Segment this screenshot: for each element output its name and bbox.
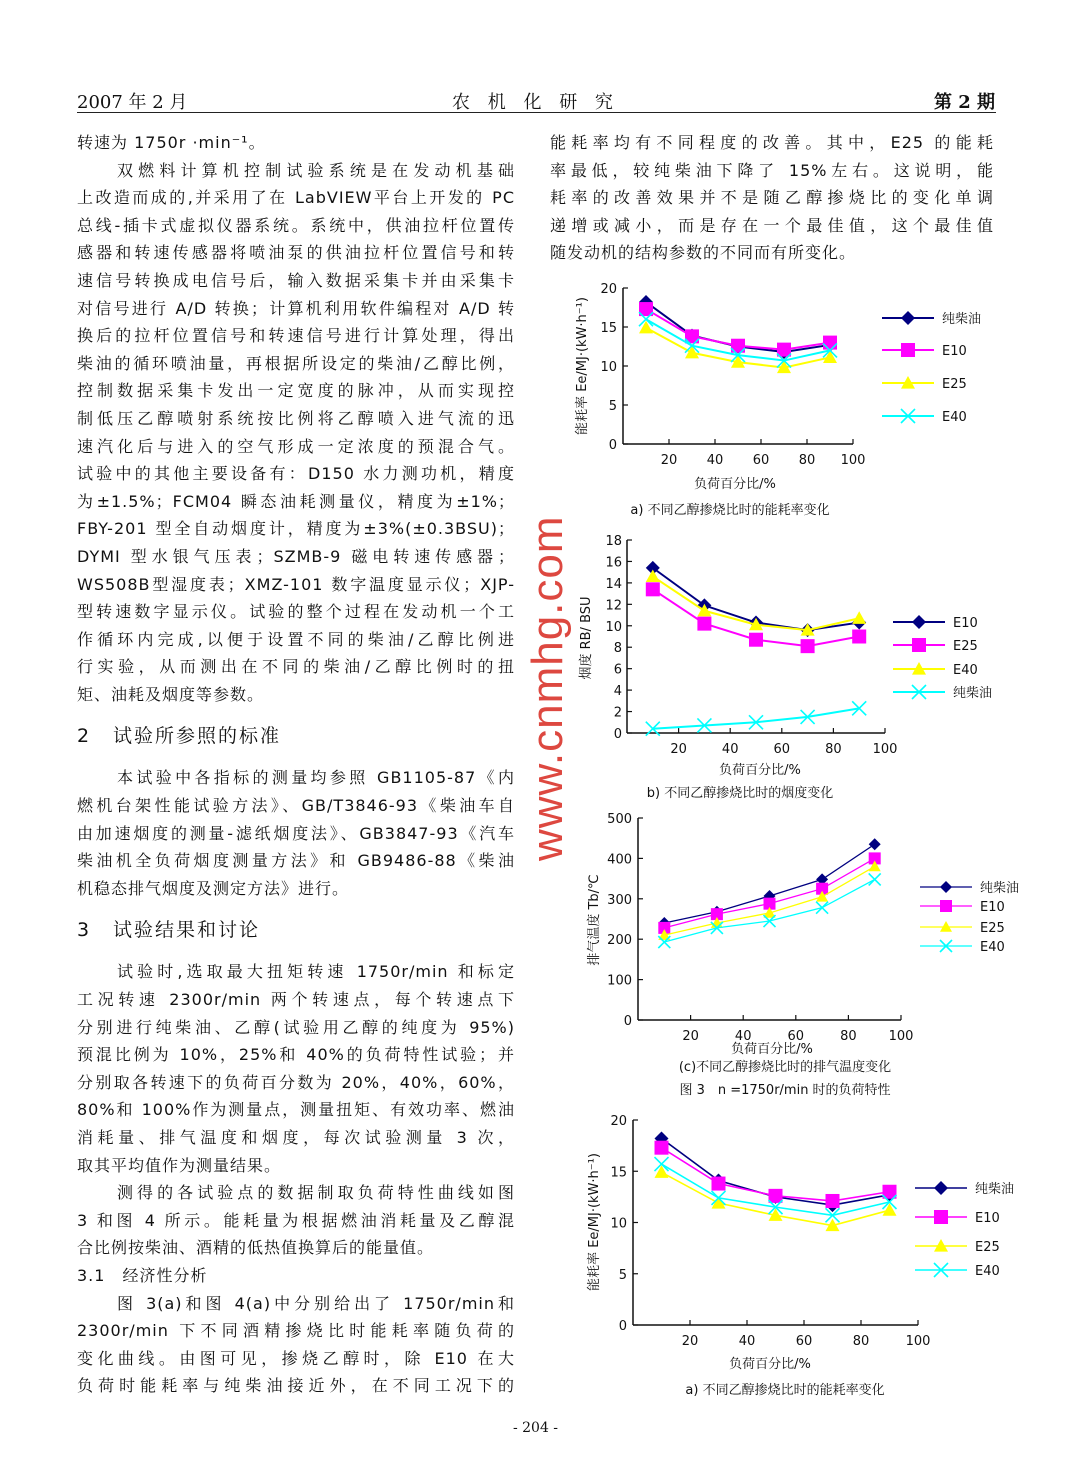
text-line: 总线-插卡式虚拟仪器系统。系统中，供油拉杆位置传	[77, 215, 515, 235]
text-line: 试验时,选取最大扭矩转速 1750r/min 和标定	[117, 962, 515, 982]
page-number: - 204 -	[512, 1420, 559, 1436]
y-tick-label: 0	[608, 438, 617, 453]
watermark: www.cnmhg.com	[523, 515, 572, 861]
diamond-marker	[869, 838, 881, 850]
x-axis-label: 负荷百分比/%	[729, 1357, 811, 1372]
text-line: 试验中的其他主要设备有：D150 水力测功机，精度	[77, 464, 515, 484]
y-tick-label: 15	[610, 1165, 627, 1181]
x-tick-label: 80	[852, 1334, 870, 1349]
y-tick-label: 20	[600, 282, 617, 297]
legend-label: E10	[942, 344, 967, 359]
x-tick-label: 80	[825, 742, 842, 757]
text-line: 矩、油耗及烟度等参数。	[77, 684, 265, 704]
y-axis-label: 烟度 RB/ BSU	[579, 596, 594, 680]
legend-label: 纯柴油	[953, 686, 993, 701]
text-line: 变化曲线。由图可见，掺烧乙醇时，除 E10 在大	[77, 1348, 515, 1368]
text-line: 分别取各转速下的负荷百分数为 20%，40%，60%，	[77, 1072, 515, 1092]
text-line: 对信号进行 A/D 转换；计算机利用软件编程对 A/D 转	[77, 298, 515, 318]
legend-label: 纯柴油	[975, 1182, 1015, 1197]
y-tick-label: 5	[618, 1267, 627, 1283]
text-line: 柴油机全负荷烟度测量方法》和 GB9486-88《柴油	[77, 851, 515, 871]
text-line: 能耗率均有不同程度的改善。其中，E25 的能耗	[550, 133, 994, 152]
y-tick-label: 5	[608, 399, 617, 414]
x-tick-label: 40	[706, 453, 724, 468]
text-line: 为±1.5%；FCM04 瞬态油耗测量仪，精度为±1%；	[77, 491, 515, 511]
y-tick-label: 0	[623, 1014, 632, 1029]
legend-label: E25	[975, 1240, 1000, 1255]
text-line: 双燃料计算机控制试验系统是在发动机基础	[117, 160, 515, 180]
legend-label: 纯柴油	[980, 881, 1020, 896]
legend-label: E25	[953, 639, 978, 654]
square-marker	[769, 1189, 783, 1203]
square-marker	[801, 639, 815, 653]
diamond-marker	[912, 615, 926, 629]
text-line: 转速为 1750r ·min⁻¹。	[77, 133, 266, 152]
diamond-marker	[901, 311, 915, 325]
section-number: 3	[77, 919, 92, 942]
square-marker	[823, 336, 837, 350]
text-line: DYMI 型水银气压表；SZMB-9 磁电转速传感器；	[77, 546, 515, 566]
y-tick-label: 10	[605, 619, 622, 635]
x-tick-label: 40	[721, 742, 739, 757]
legend-label: 纯柴油	[942, 312, 982, 327]
y-tick-label: 400	[607, 852, 632, 868]
x-axis-label: 负荷百分比/%	[719, 763, 801, 778]
x-axis-label: 负荷百分比/%	[694, 477, 776, 492]
series-line	[653, 708, 859, 728]
section-title: 试验结果和讨论	[113, 919, 261, 942]
diamond-marker	[940, 881, 952, 893]
figure-subcaption: a) 不同乙醇掺烧比时的能耗率变化	[685, 1383, 885, 1398]
y-tick-label: 0	[618, 1319, 627, 1334]
square-marker	[901, 343, 915, 357]
y-tick-label: 12	[605, 598, 622, 614]
y-tick-label: 15	[600, 321, 617, 336]
text-line: 机稳态排气烟度及测定方法》进行。	[77, 878, 350, 898]
text-line: 行实验，从而测出在不同的柴油/乙醇比例时的扭	[77, 657, 515, 677]
y-tick-label: 8	[613, 641, 622, 657]
text-line: 感器和转速传感器将喷油泵的供油拉杆位置信号和转	[77, 243, 515, 263]
legend-label: E25	[942, 377, 967, 392]
y-axis-label: 能耗率 Ee/MJ·(kW·h⁻¹)	[587, 1153, 602, 1291]
legend-label: E40	[942, 410, 967, 425]
section-number: 2	[77, 725, 92, 748]
text-line: 速信号转换成电信号后，输入数据采集卡并由采集卡	[77, 270, 515, 290]
text-line: 本试验中各指标的测量均参照 GB1105-87《内	[117, 768, 515, 788]
text-line: 预混比例为 10%，25%和 40%的负荷特性试验；并	[77, 1045, 515, 1065]
square-marker	[749, 633, 763, 647]
text-line: 图 3(a)和图 4(a)中分别给出了 1750r/min和	[117, 1293, 515, 1313]
text-line: WS508B型湿度表；XMZ-101 数字温度显示仪；XJP-	[77, 574, 515, 594]
square-marker	[655, 1141, 669, 1155]
x-tick-label: 20	[681, 1334, 699, 1349]
subsection-heading: 3.1 经济性分析	[77, 1265, 208, 1285]
text-line: 上改造而成的,并采用了在 LabVIEW平台上开发的 PC	[77, 188, 515, 208]
text-line: 3 和图 4 所示。能耗量为根据燃油消耗量及乙醇混	[77, 1210, 515, 1230]
x-tick-label: 20	[670, 742, 687, 757]
text-line: 控制数据采集卡发出一定宽度的脉冲，从而实现控	[77, 381, 515, 401]
chart-fig3c	[586, 812, 1019, 1098]
triangle-marker	[883, 1203, 897, 1216]
text-line: 80%和 100%作为测量点，测量扭矩、有效功率、燃油	[77, 1100, 515, 1120]
legend-label: E40	[953, 663, 978, 678]
text-line: 负荷时能耗率与纯柴油接近外，在不同工况下的	[77, 1376, 515, 1396]
text-line: 速汽化后与进入的空气形成一定浓度的预混合气。	[77, 436, 515, 456]
x-tick-label: 20	[682, 1029, 699, 1044]
text-line: 合比例按柴油、酒精的低热值换算后的能量值。	[77, 1238, 435, 1258]
y-tick-label: 500	[607, 812, 632, 827]
legend-label: E40	[975, 1264, 1000, 1279]
text-line: 耗率的改善效果并不是随乙醇掺烧比的变化单调	[550, 188, 994, 208]
text-line: 换后的拉杆位置信号和转速信号进行计算处理，得出	[77, 326, 515, 346]
header-journal: 农 机 化 研 究	[452, 92, 619, 113]
y-tick-label: 10	[610, 1216, 627, 1232]
x-tick-label: 100	[872, 742, 898, 757]
text-line: 由加速烟度的测量-滤纸烟度法》、GB3847-93《汽车	[77, 823, 515, 843]
x-tick-label: 80	[840, 1029, 857, 1044]
x-tick-label: 40	[734, 1029, 752, 1044]
chart-fig3a	[574, 282, 981, 518]
text-line: 取其平均值作为测量结果。	[77, 1155, 282, 1175]
x-tick-label: 40	[738, 1334, 756, 1349]
square-marker	[826, 1194, 840, 1208]
diamond-marker	[934, 1181, 948, 1195]
legend-label: E25	[980, 921, 1005, 936]
text-line: 工况转速 2300r/min 两个转速点，每个转速点下	[77, 990, 515, 1010]
legend-label: E40	[980, 940, 1005, 955]
text-line: 作循环内完成,以便于设置不同的柴油/乙醇比例进	[77, 629, 515, 649]
figure-subcaption: (c)不同乙醇掺烧比时的排气温度变化	[678, 1060, 892, 1075]
header-issue: 第 2 期	[933, 92, 995, 113]
text-line: 率最低，较纯柴油下降了 15%左右。这说明，能	[550, 160, 994, 180]
legend-label: E10	[980, 900, 1005, 915]
square-marker	[912, 638, 926, 652]
x-tick-label: 60	[752, 453, 770, 468]
y-tick-label: 18	[605, 534, 622, 549]
text-line: 型转速数字显示仪。试验的整个过程在发动机一个工	[77, 602, 515, 622]
x-tick-label: 60	[773, 742, 791, 757]
text-line: 递增或减小，而是存在一个最佳值，这个最佳值	[550, 215, 994, 235]
legend-label: E10	[953, 616, 978, 631]
figure-subcaption: a) 不同乙醇掺烧比时的能耗率变化	[630, 503, 830, 518]
x-tick-label: 80	[798, 453, 816, 468]
y-tick-label: 14	[605, 576, 622, 592]
text-line: 燃机台架性能试验方法》、GB/T3846-93《柴油车自	[77, 796, 515, 816]
x-tick-label: 100	[840, 453, 866, 468]
square-marker	[697, 617, 711, 631]
figure-caption: 图 3 n =1750r/min 时的负荷特性	[679, 1083, 891, 1098]
square-marker	[934, 1210, 948, 1224]
text-line: 消耗量、排气温度和烟度，每次试验测量 3 次，	[77, 1128, 515, 1147]
y-tick-label: 10	[600, 360, 617, 375]
y-tick-label: 2	[613, 705, 622, 721]
text-line: 柴油的循环喷油量，再根据所设定的柴油/乙醇比例，	[77, 353, 515, 373]
figure-subcaption: b) 不同乙醇掺烧比时的烟度变化	[646, 786, 834, 801]
header-date: 2007 年 2 月	[77, 92, 188, 113]
section-title: 试验所参照的标准	[113, 725, 282, 748]
x-tick-label: 100	[888, 1029, 914, 1044]
y-tick-label: 100	[607, 973, 632, 989]
y-axis-label: 排气温度 Tb/℃	[587, 874, 602, 966]
legend-label: E10	[975, 1211, 1000, 1226]
text-line: 测得的各试验点的数据制取负荷特性曲线如图	[117, 1183, 515, 1203]
x-tick-label: 100	[905, 1334, 931, 1349]
y-tick-label: 20	[610, 1114, 627, 1129]
y-tick-label: 16	[605, 555, 622, 571]
text-line: 2300r/min 下不同酒精掺烧比时能耗率随负荷的	[77, 1321, 515, 1341]
text-line: 随发动机的结构参数的不同而有所变化。	[550, 243, 857, 263]
y-axis-label: 能耗率 Ee/MJ·(kW·h⁻¹)	[575, 297, 590, 435]
y-tick-label: 200	[607, 933, 632, 949]
y-tick-label: 6	[613, 662, 622, 678]
x-tick-label: 60	[787, 1029, 805, 1044]
triangle-marker	[852, 611, 866, 624]
square-marker	[712, 1177, 726, 1191]
y-tick-label: 0	[613, 727, 622, 742]
square-marker	[940, 900, 952, 912]
series-square	[655, 1141, 897, 1208]
chart-fig3b	[578, 534, 992, 801]
text-line: 制低压乙醇喷射系统按比例将乙醇喷入进气流的迅	[77, 408, 515, 428]
x-axis-label: 负荷百分比/%	[731, 1042, 813, 1057]
text-line: FBY-201 型全自动烟度计，精度为±3%(±0.3BSU)；	[77, 519, 515, 539]
y-tick-label: 300	[607, 892, 632, 908]
x-tick-label: 60	[795, 1334, 813, 1349]
square-marker	[852, 630, 866, 644]
chart-fig4a	[586, 1114, 1014, 1398]
text-line: 分别进行纯柴油、乙醇(试验用乙醇的纯度为 95%)	[77, 1017, 515, 1037]
y-tick-label: 4	[613, 684, 622, 700]
x-tick-label: 20	[660, 453, 678, 468]
square-marker	[646, 582, 660, 596]
